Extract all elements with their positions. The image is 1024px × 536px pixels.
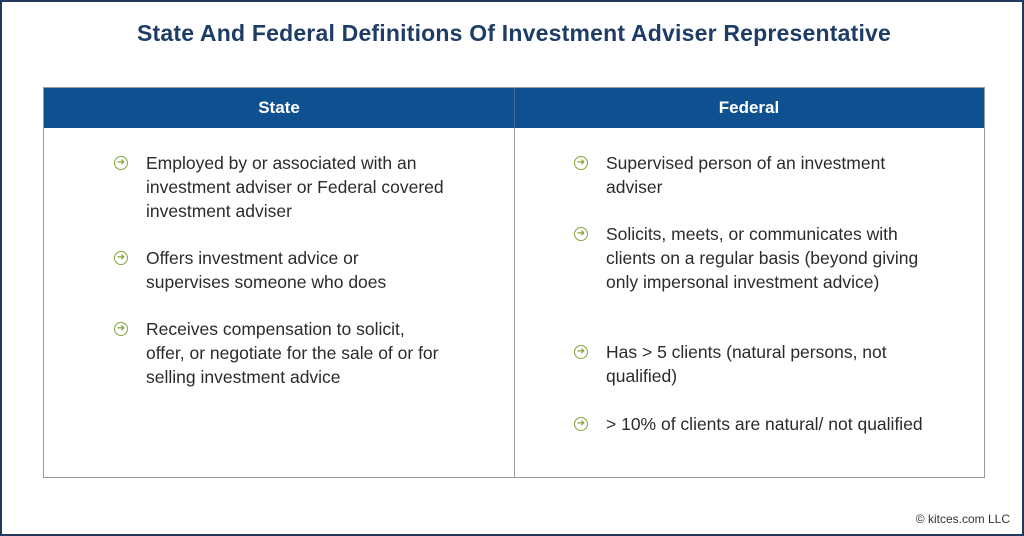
copyright-footer: © kitces.com LLC <box>915 512 1010 526</box>
list-item <box>574 340 934 388</box>
list-item-text: Solicits, meets, or communicates with clients on a regular basis (beyond giving only impersonal investment advice) <box>606 224 919 292</box>
list-item <box>574 222 934 294</box>
arrow-circle-right-icon: ➜ <box>114 322 128 336</box>
list-item-text: Receives compensation to solicit, offer, or negotiate for the sale of or for selling investment advice <box>146 319 439 387</box>
header-divider <box>514 88 515 128</box>
list-item <box>114 151 444 223</box>
list-item <box>574 151 934 199</box>
arrow-circle-right-icon: ➜ <box>574 417 588 431</box>
list-item-text: > 10% of clients are natural/ not qualified <box>606 414 923 434</box>
arrow-circle-right-icon: ➜ <box>574 345 588 359</box>
list-item <box>574 412 934 436</box>
arrow-circle-right-icon: ➜ <box>114 251 128 265</box>
comparison-table <box>43 87 985 478</box>
column-header-federal: Federal <box>718 98 780 117</box>
list-item <box>114 246 444 294</box>
column-divider <box>514 88 515 477</box>
page-title: State And Federal Definitions Of Investment Adviser Representative <box>136 20 892 46</box>
list-item-text: Supervised person of an investment adviser <box>606 153 886 197</box>
list-item-text: Employed by or associated with an investment adviser or Federal covered investment adviser <box>146 153 444 221</box>
list-item-text: Offers investment advice or supervises someone who does <box>146 248 387 292</box>
list-item <box>114 317 444 389</box>
arrow-circle-right-icon: ➜ <box>574 156 588 170</box>
arrow-circle-right-icon: ➜ <box>114 156 128 170</box>
list-item-text: Has > 5 clients (natural persons, not qualified) <box>606 342 887 386</box>
column-header-state: State <box>258 98 300 117</box>
arrow-circle-right-icon: ➜ <box>574 227 588 241</box>
